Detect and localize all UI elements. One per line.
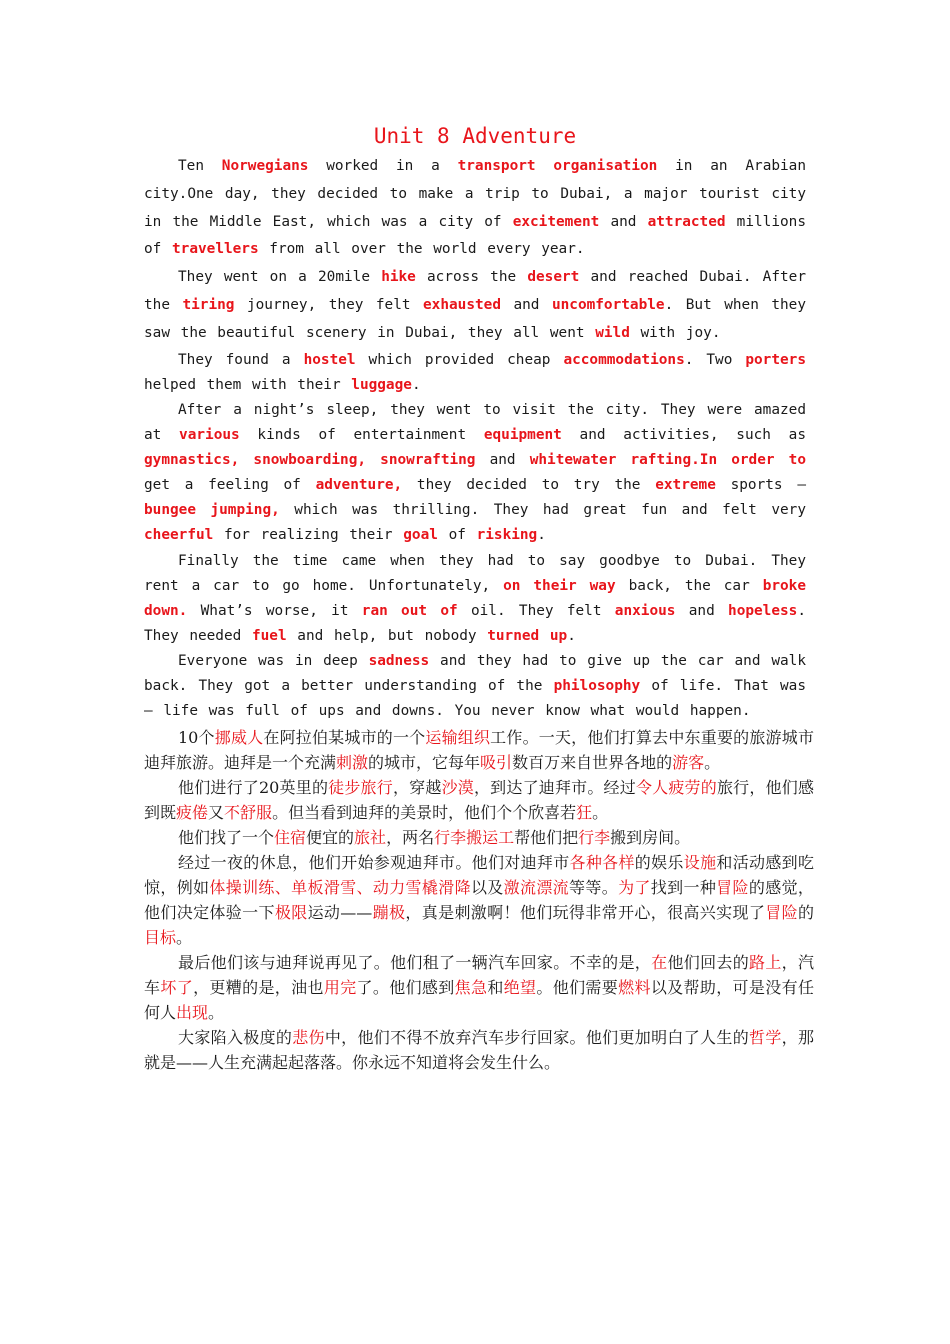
vocab-highlight: 吸引 (480, 753, 513, 772)
vocab-highlight: 行李 (578, 828, 611, 847)
vocab-highlight: 悲伤 (292, 1028, 325, 1047)
vocab-highlight: attracted (647, 213, 726, 230)
body-text: of (437, 527, 477, 543)
body-text: ，那就是——人生充满起起落落。你永远不知道将会发生什么。 (144, 1028, 814, 1072)
zh-paragraph-4 (144, 850, 814, 950)
body-text: What’s worse, it (187, 603, 362, 619)
body-text: 他们找了一个 (178, 828, 275, 847)
body-text: which was thrilling. They had great fun and felt very (279, 502, 806, 518)
body-text: and (475, 452, 530, 468)
vocab-highlight: 不舒服 (224, 803, 273, 822)
body-text: 中，他们不得不放弃汽车步行回家。他们更加明白了人生的 (324, 1028, 750, 1047)
body-text: Everyone was in deep (178, 653, 369, 669)
vocab-highlight: 疲倦 (176, 803, 209, 822)
body-text: They found a (178, 352, 304, 368)
body-text: 工作。一天，他们打算去中东重要的旅游城市迪拜旅游。迪拜是一个充满 (144, 728, 814, 772)
body-text: ，穿越 (392, 778, 442, 797)
vocab-highlight: adventure, (315, 477, 403, 493)
vocab-highlight: travellers (172, 241, 259, 258)
body-text: and they had to give up the car and walk back. They got a better understanding of the (144, 653, 806, 694)
body-text: millions of (144, 213, 806, 258)
body-text: 。 (704, 753, 721, 772)
vocab-highlight: 燃料 (618, 978, 651, 997)
vocab-highlight: 激流漂流 (503, 878, 570, 897)
body-text: They went on a 20mile (178, 269, 382, 285)
body-text: 等等。 (569, 878, 619, 897)
body-text: . (567, 628, 576, 644)
vocab-highlight: 狂 (576, 803, 593, 822)
vocab-highlight: 刺激 (336, 753, 369, 772)
vocab-highlight: desert (527, 269, 580, 285)
body-text: ，到达了迪拜市。经过 (473, 778, 636, 797)
body-text: 旅行，他们感到既 (144, 778, 814, 822)
body-text: 的感觉，他们决定体验一下 (144, 878, 814, 922)
vocab-highlight: 行李搬运工 (434, 828, 515, 847)
en-paragraph-2 (144, 264, 806, 347)
body-text: helped them with their (144, 377, 352, 393)
body-text: . Two (684, 352, 746, 368)
body-text: and reached Dubai. After the (144, 269, 806, 313)
body-text: of life. That was — life was full of ups and downs. You never know what would happen. (144, 678, 806, 719)
body-text: 。他们需要 (536, 978, 619, 997)
body-text: . But when they saw the beautiful scenery in Dubai, they all went (144, 296, 806, 341)
body-text: 运动—— (307, 903, 373, 922)
vocab-highlight: on their way (503, 578, 616, 594)
body-text: kinds of entertainment (239, 427, 484, 443)
body-text: oil. They felt (457, 603, 615, 619)
body-text: and help, but nobody (286, 628, 488, 644)
body-text: 。但当看到迪拜的美景时，他们个个欣喜若 (272, 803, 577, 822)
vocab-highlight: anxious (614, 603, 676, 619)
zh-paragraph-2 (144, 775, 814, 825)
body-text: worked in a (308, 158, 458, 174)
vocab-highlight: hike (381, 269, 416, 285)
body-text: 的城市，它每年 (368, 753, 481, 772)
vocab-highlight: 目标 (144, 928, 177, 947)
body-text: 了。他们感到 (356, 978, 455, 997)
body-text: 最后他们该与迪拜说再见了。他们租了一辆汽车回家。不幸的是， (178, 953, 652, 972)
vocab-highlight: 游客 (672, 753, 705, 772)
body-text: get a feeling of (144, 477, 316, 493)
vocab-highlight: extreme (655, 477, 716, 493)
body-text: 。 (208, 1003, 225, 1022)
body-text: and (675, 603, 729, 619)
body-text: with joy. (629, 324, 721, 341)
body-text: 他们进行了20英里的 (178, 778, 329, 797)
vocab-highlight: 坏了 (160, 978, 194, 997)
vocab-highlight: Norwegians (221, 158, 309, 174)
body-text: 。 (176, 928, 193, 947)
body-text: 大家陷入极度的 (178, 1028, 293, 1047)
vocab-highlight: turned up (487, 628, 568, 644)
vocab-highlight: broke down. (144, 578, 807, 619)
vocab-highlight: 运输组织 (425, 728, 491, 747)
body-text: 帮他们把 (514, 828, 579, 847)
body-text: ，汽车 (144, 953, 814, 997)
vocab-highlight: 冒险 (765, 903, 798, 922)
en-paragraph-3 (144, 348, 806, 398)
vocab-highlight: 冒险 (716, 878, 749, 897)
body-text: sports — (715, 477, 806, 493)
body-text: and activities, such as (561, 427, 806, 443)
vocab-highlight: 沙漠 (441, 778, 474, 797)
body-text: journey, they felt (234, 296, 424, 313)
body-text: . (411, 377, 421, 393)
body-text: . They needed (144, 603, 807, 644)
vocab-highlight: 焦急 (454, 978, 488, 997)
body-text: 数百万来自世界各地的 (512, 753, 673, 772)
body-text: they decided to try the (402, 477, 656, 493)
vocab-highlight: cheerful (144, 527, 214, 543)
body-text: 在阿拉伯某城市的一个 (263, 728, 426, 747)
body-text: back, the car (615, 578, 763, 594)
body-text: 以及帮助，可是没有任何人 (144, 978, 814, 1022)
page-title: Unit 8 Adventure (373, 124, 577, 148)
body-text: 他们回去的 (667, 953, 750, 972)
vocab-highlight: exhausted (423, 296, 501, 313)
vocab-highlight: 旅社 (354, 828, 387, 847)
vocab-highlight: uncomfortable (551, 296, 665, 313)
body-text: and (501, 296, 552, 313)
vocab-highlight: bungee jumping, (144, 502, 280, 518)
vocab-highlight: 徒步旅行 (328, 778, 393, 797)
body-text: Finally the time came when they had to say goodbye to Dubai. They rent a car to go home. Unfortunately, (144, 553, 806, 594)
body-text: ，更糟的是，油也 (193, 978, 324, 997)
body-text: 搬到房间。 (610, 828, 691, 847)
body-text: 10个 (178, 728, 215, 747)
body-text: After a night’s sleep, they went to visit the city. They were amazed at (144, 402, 806, 443)
body-text: across the (415, 269, 528, 285)
body-text: 和活动感到吃惊，例如 (144, 853, 814, 897)
vocab-highlight: hopeless (728, 603, 798, 619)
vocab-highlight: luggage (351, 377, 412, 393)
vocab-highlight: tiring (182, 296, 235, 313)
vocab-highlight: 蹦极 (372, 903, 406, 922)
vocab-highlight: porters (745, 352, 807, 368)
vocab-highlight: equipment (483, 427, 562, 443)
vocab-highlight: 设施 (683, 853, 717, 872)
zh-paragraph-1 (144, 725, 814, 775)
vocab-highlight: whitewater rafting.In order to (529, 452, 806, 468)
vocab-highlight: 各种各样 (569, 853, 635, 872)
vocab-highlight: fuel (251, 628, 287, 644)
body-text: 找到一种 (650, 878, 717, 897)
en-paragraph-5 (144, 549, 806, 649)
vocab-highlight: 极限 (274, 903, 308, 922)
vocab-highlight: accommodations (563, 352, 685, 368)
vocab-highlight: 路上 (749, 953, 782, 972)
body-text: 和 (487, 978, 504, 997)
en-paragraph-6 (144, 649, 806, 724)
body-text: 便宜的 (306, 828, 355, 847)
body-text: from all over the world every year. (258, 241, 585, 258)
vocab-highlight: 令人疲劳的 (635, 778, 717, 797)
en-paragraph-4 (144, 398, 806, 548)
body-text: 。 (592, 803, 609, 822)
zh-paragraph-5 (144, 950, 814, 1025)
body-text: in an Arabian city.One day, they decided to make a trip to Dubai, a major tourist city in the Middle East, which was a city of (144, 158, 807, 230)
vocab-highlight: 体操训练、单板滑雪、动力雪橇滑降 (209, 878, 471, 897)
vocab-highlight: 为了 (618, 878, 651, 897)
vocab-highlight: sadness (368, 653, 430, 669)
body-text: 的娱乐 (634, 853, 684, 872)
vocab-highlight: transport organisation (457, 158, 658, 174)
vocab-highlight: 挪威人 (214, 728, 264, 747)
vocab-highlight: 哲学 (749, 1028, 782, 1047)
body-text: for realizing their (213, 527, 404, 543)
zh-paragraph-3 (144, 825, 814, 850)
vocab-highlight: various (179, 427, 240, 443)
vocab-highlight: gymnastics, snowboarding, snowrafting (144, 452, 476, 468)
vocab-highlight: 用完 (323, 978, 357, 997)
body-text: which provided cheap (355, 352, 564, 368)
vocab-highlight: risking (476, 527, 538, 543)
zh-paragraph-6 (144, 1025, 814, 1075)
body-text: 又 (208, 803, 225, 822)
vocab-highlight: excitement (512, 213, 600, 230)
vocab-highlight: wild (595, 324, 630, 341)
vocab-highlight: 住宿 (274, 828, 307, 847)
vocab-highlight: 绝望 (503, 978, 537, 997)
vocab-highlight: philosophy (553, 678, 641, 694)
en-paragraph-1 (144, 153, 806, 264)
body-text: 以及 (470, 878, 504, 897)
body-text: ，两名 (386, 828, 435, 847)
body-text: and (599, 213, 648, 230)
vocab-highlight: goal (403, 527, 438, 543)
body-text: 的 (797, 903, 814, 922)
body-text: ，真是刺激啊！他们玩得非常开心，很高兴实现了 (405, 903, 766, 922)
vocab-highlight: 在 (651, 953, 668, 972)
body-text: Ten (178, 158, 222, 174)
vocab-highlight: 出现 (176, 1003, 209, 1022)
vocab-highlight: hostel (303, 352, 356, 368)
body-text: 经过一夜的休息，他们开始参观迪拜市。他们对迪拜市 (178, 853, 570, 872)
vocab-highlight: ran out of (361, 603, 458, 619)
body-text: . (537, 527, 546, 543)
